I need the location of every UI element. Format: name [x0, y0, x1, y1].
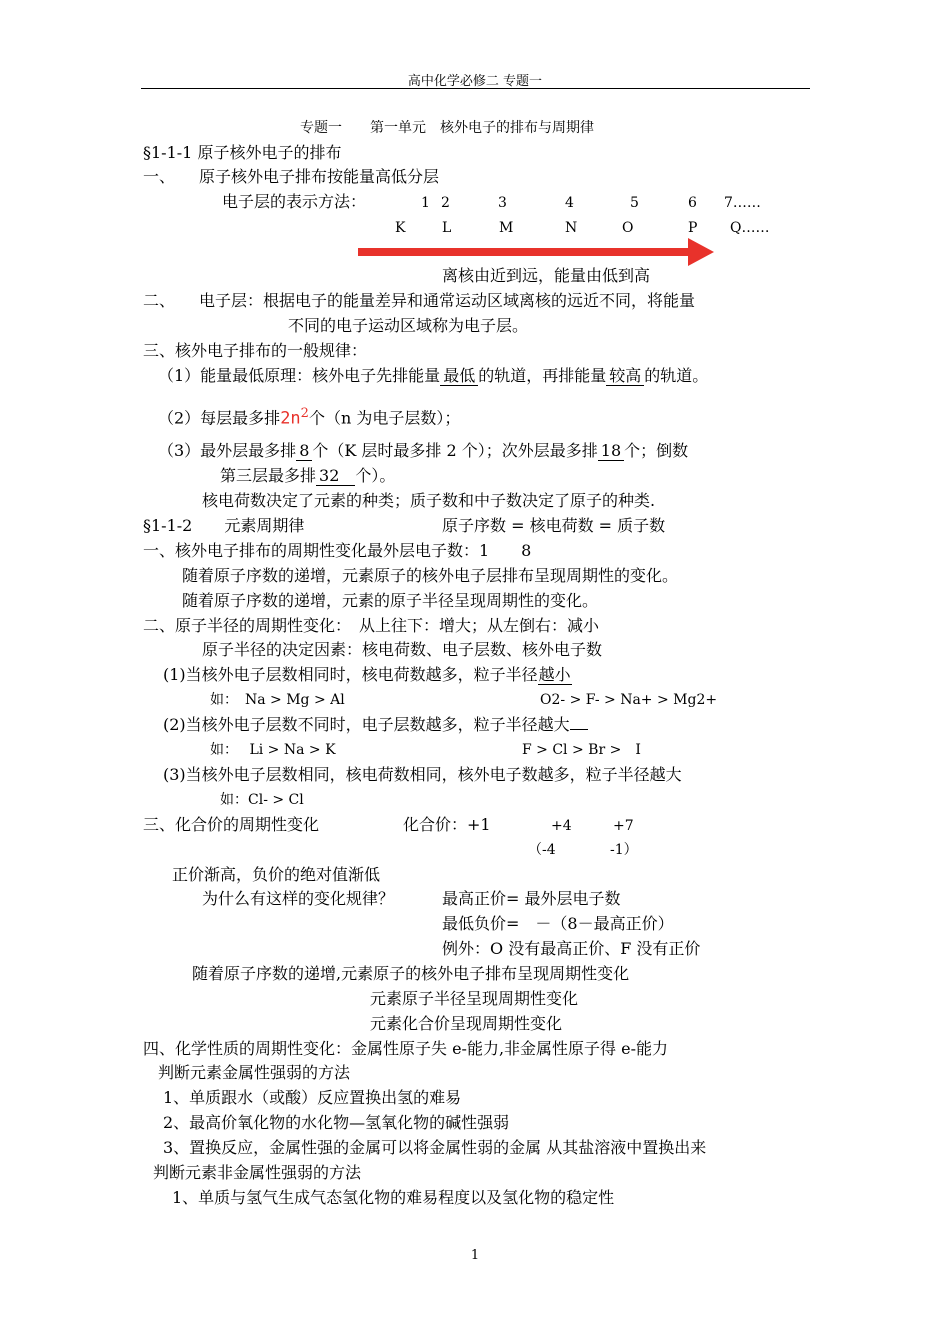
case-1	[163, 665, 572, 685]
nonmetal-methods-heading: 判断元素非金属性强弱的方法	[153, 1163, 362, 1182]
nucleus-note: 核电荷数决定了元素的种类；质子数和中子数决定了原子的种类.	[202, 491, 656, 510]
rule-1-text-3: 的轨道。	[644, 366, 709, 385]
layer-num-4: 4	[565, 195, 574, 211]
valence-minus-1: -1）	[610, 842, 638, 858]
formula-2n2: 2n	[280, 408, 301, 429]
metal-method-3: 3、置换反应，金属性强的金属可以将金属性弱的金属 从其盐溶液中置换出来	[163, 1138, 707, 1157]
layer-num-3: 3	[498, 195, 507, 211]
rule-3-text: （3）最外层最多排	[158, 441, 297, 460]
case-2-example-halogens: F > Cl > Br > I	[522, 742, 641, 758]
case-2-text: (2)当核外电子层数不同时，电子层数越多，粒子半径越大	[163, 715, 570, 734]
rule-3-text-2: 个（K 层时最多排 2 个）；次外层最多排	[312, 441, 598, 460]
layer-letter-p: P	[688, 220, 698, 236]
s2-item-3: 三、化合价的周期性变化	[143, 815, 320, 834]
layer-label: 电子层的表示方法：	[222, 192, 367, 211]
section-2-equation: 原子序数 = 核电荷数 = 质子数	[442, 516, 666, 535]
rule-3-blank-18: 18	[598, 442, 624, 461]
layer-letter-k: K	[395, 220, 406, 236]
rule-1-blank-lowest: 最低	[440, 367, 478, 386]
item-1: 一、 原子核外电子排布按能量高低分层	[143, 167, 440, 186]
s2-item-1: 一、核外电子排布的周期性变化最外层电子数：1 8	[143, 541, 532, 560]
layer-letter-n: N	[565, 220, 578, 236]
layer-num-6: 6	[688, 195, 697, 211]
layer-num-2: 2	[441, 195, 450, 211]
rule-3-text-3: 个；倒数	[624, 441, 689, 460]
case-3-example: 如：Cl- > Cl	[220, 792, 304, 808]
rule-2-text: （2）每层最多排	[158, 408, 281, 428]
valence-plus-4: +4	[551, 818, 572, 834]
item-3: 三、核外电子排布的一般规律：	[143, 341, 368, 360]
valence-exceptions: 例外：O 没有最高正价、F 没有正价	[442, 939, 701, 958]
valence-question: 为什么有这样的变化规律？	[202, 889, 395, 908]
rule-3-blank-32: 32	[316, 467, 355, 486]
s2-item-2: 二、原子半径的周期性变化： 从上往下：增大；从左倒右：减小	[143, 616, 600, 635]
metal-methods-heading: 判断元素金属性强弱的方法	[158, 1063, 351, 1082]
s2-item-2a: 原子半径的决定因素：核电荷数、电子层数、核外电子数	[202, 640, 603, 659]
page-number: 1	[470, 1248, 480, 1263]
case-1-example-ions: O2- > F- > Na+ > Mg2+	[540, 692, 718, 708]
rule-3-cont-text-2: 个）。	[355, 466, 396, 485]
rule-3-blank-8: 8	[296, 442, 312, 461]
case-3: (3)当核外电子层数相同，核电荷数相同，核外电子数越多，粒子半径越大	[163, 765, 682, 784]
item-2-cont: 不同的电子运动区域称为电子层。	[288, 316, 529, 335]
min-negative-valence: 最低负价= －（8－最高正价）	[442, 914, 674, 933]
rule-1-blank-higher: 较高	[606, 367, 644, 386]
layer-letter-l: L	[442, 220, 452, 236]
case-2	[163, 715, 588, 735]
rule-3-cont-text: 第三层最多排	[220, 466, 317, 485]
rule-1-text-2: 的轨道，再排能量	[478, 366, 607, 385]
section-2-heading: §1-1-2 元素周期律	[143, 516, 305, 535]
layer-letter-q: Q……	[730, 220, 770, 236]
valence-plus-7: +7	[613, 818, 634, 834]
item-2: 二、 电子层：根据电子的能量差异和通常运动区域离核的远近不同，将能量	[143, 291, 696, 310]
metal-method-1: 1、单质跟水（或酸）反应置换出氢的难易	[163, 1088, 462, 1107]
case-2-blank	[570, 729, 588, 730]
section-1-heading: §1-1-1 原子核外电子的排布	[143, 143, 342, 162]
case-2-example: 如： Li > Na > K	[210, 742, 336, 758]
s2-item-1b: 随着原子序数的递增，元素的原子半径呈现周期性的变化。	[182, 591, 599, 610]
rule-3	[158, 441, 688, 461]
layer-num-7: 7……	[724, 195, 761, 211]
arrow-caption: 离核由近到远，能量由低到高	[442, 266, 651, 285]
rule-3-cont	[220, 466, 395, 486]
layer-letter-m: M	[499, 220, 514, 236]
rule-2	[158, 404, 460, 428]
header-rule	[141, 88, 810, 89]
summary-2: 元素原子半径呈现周期性变化	[370, 989, 579, 1008]
valence-trend: 正价渐高，负价的绝对值渐低	[172, 865, 381, 884]
rule-2-text-2: 个（n 为电子层数）；	[308, 408, 461, 428]
formula-exponent: 2	[300, 406, 309, 421]
rule-1-text: （1）能量最低原理：核外电子先排能量	[158, 366, 441, 385]
case-1-blank: 越小	[538, 665, 571, 684]
s2-item-4: 四、化学性质的周期性变化：金属性原子失 e-能力,非金属性原子得 e-能力	[143, 1039, 669, 1058]
layer-num-1: 1	[421, 195, 430, 211]
rule-1	[158, 366, 708, 386]
metal-method-2: 2、最高价氧化物的水化物—氢氧化物的碱性强弱	[163, 1113, 510, 1132]
page-header: 高中化学必修二 专题一	[407, 74, 543, 89]
case-1-text: (1)当核外电子层数相同时，核电荷数越多，粒子半径	[163, 665, 538, 684]
doc-title: 专题一 第一单元 核外电子的排布与周期律	[300, 120, 594, 136]
layer-num-5: 5	[630, 195, 639, 211]
valence-label: 化合价：+1	[403, 815, 491, 834]
nonmetal-method-1: 1、单质与氢气生成气态氢化物的难易程度以及氢化物的稳定性	[172, 1188, 615, 1207]
max-positive-valence: 最高正价= 最外层电子数	[442, 889, 621, 908]
layer-letter-o: O	[622, 220, 634, 236]
summary-3: 元素化合价呈现周期性变化	[370, 1014, 563, 1033]
valence-minus-4: （-4	[528, 842, 556, 858]
case-1-example: 如： Na > Mg > Al	[210, 692, 345, 708]
s2-item-1a: 随着原子序数的递增，元素原子的核外电子层排布呈现周期性的变化。	[182, 566, 679, 585]
summary-1: 随着原子序数的递增,元素原子的核外电子排布呈现周期性变化	[192, 964, 630, 983]
